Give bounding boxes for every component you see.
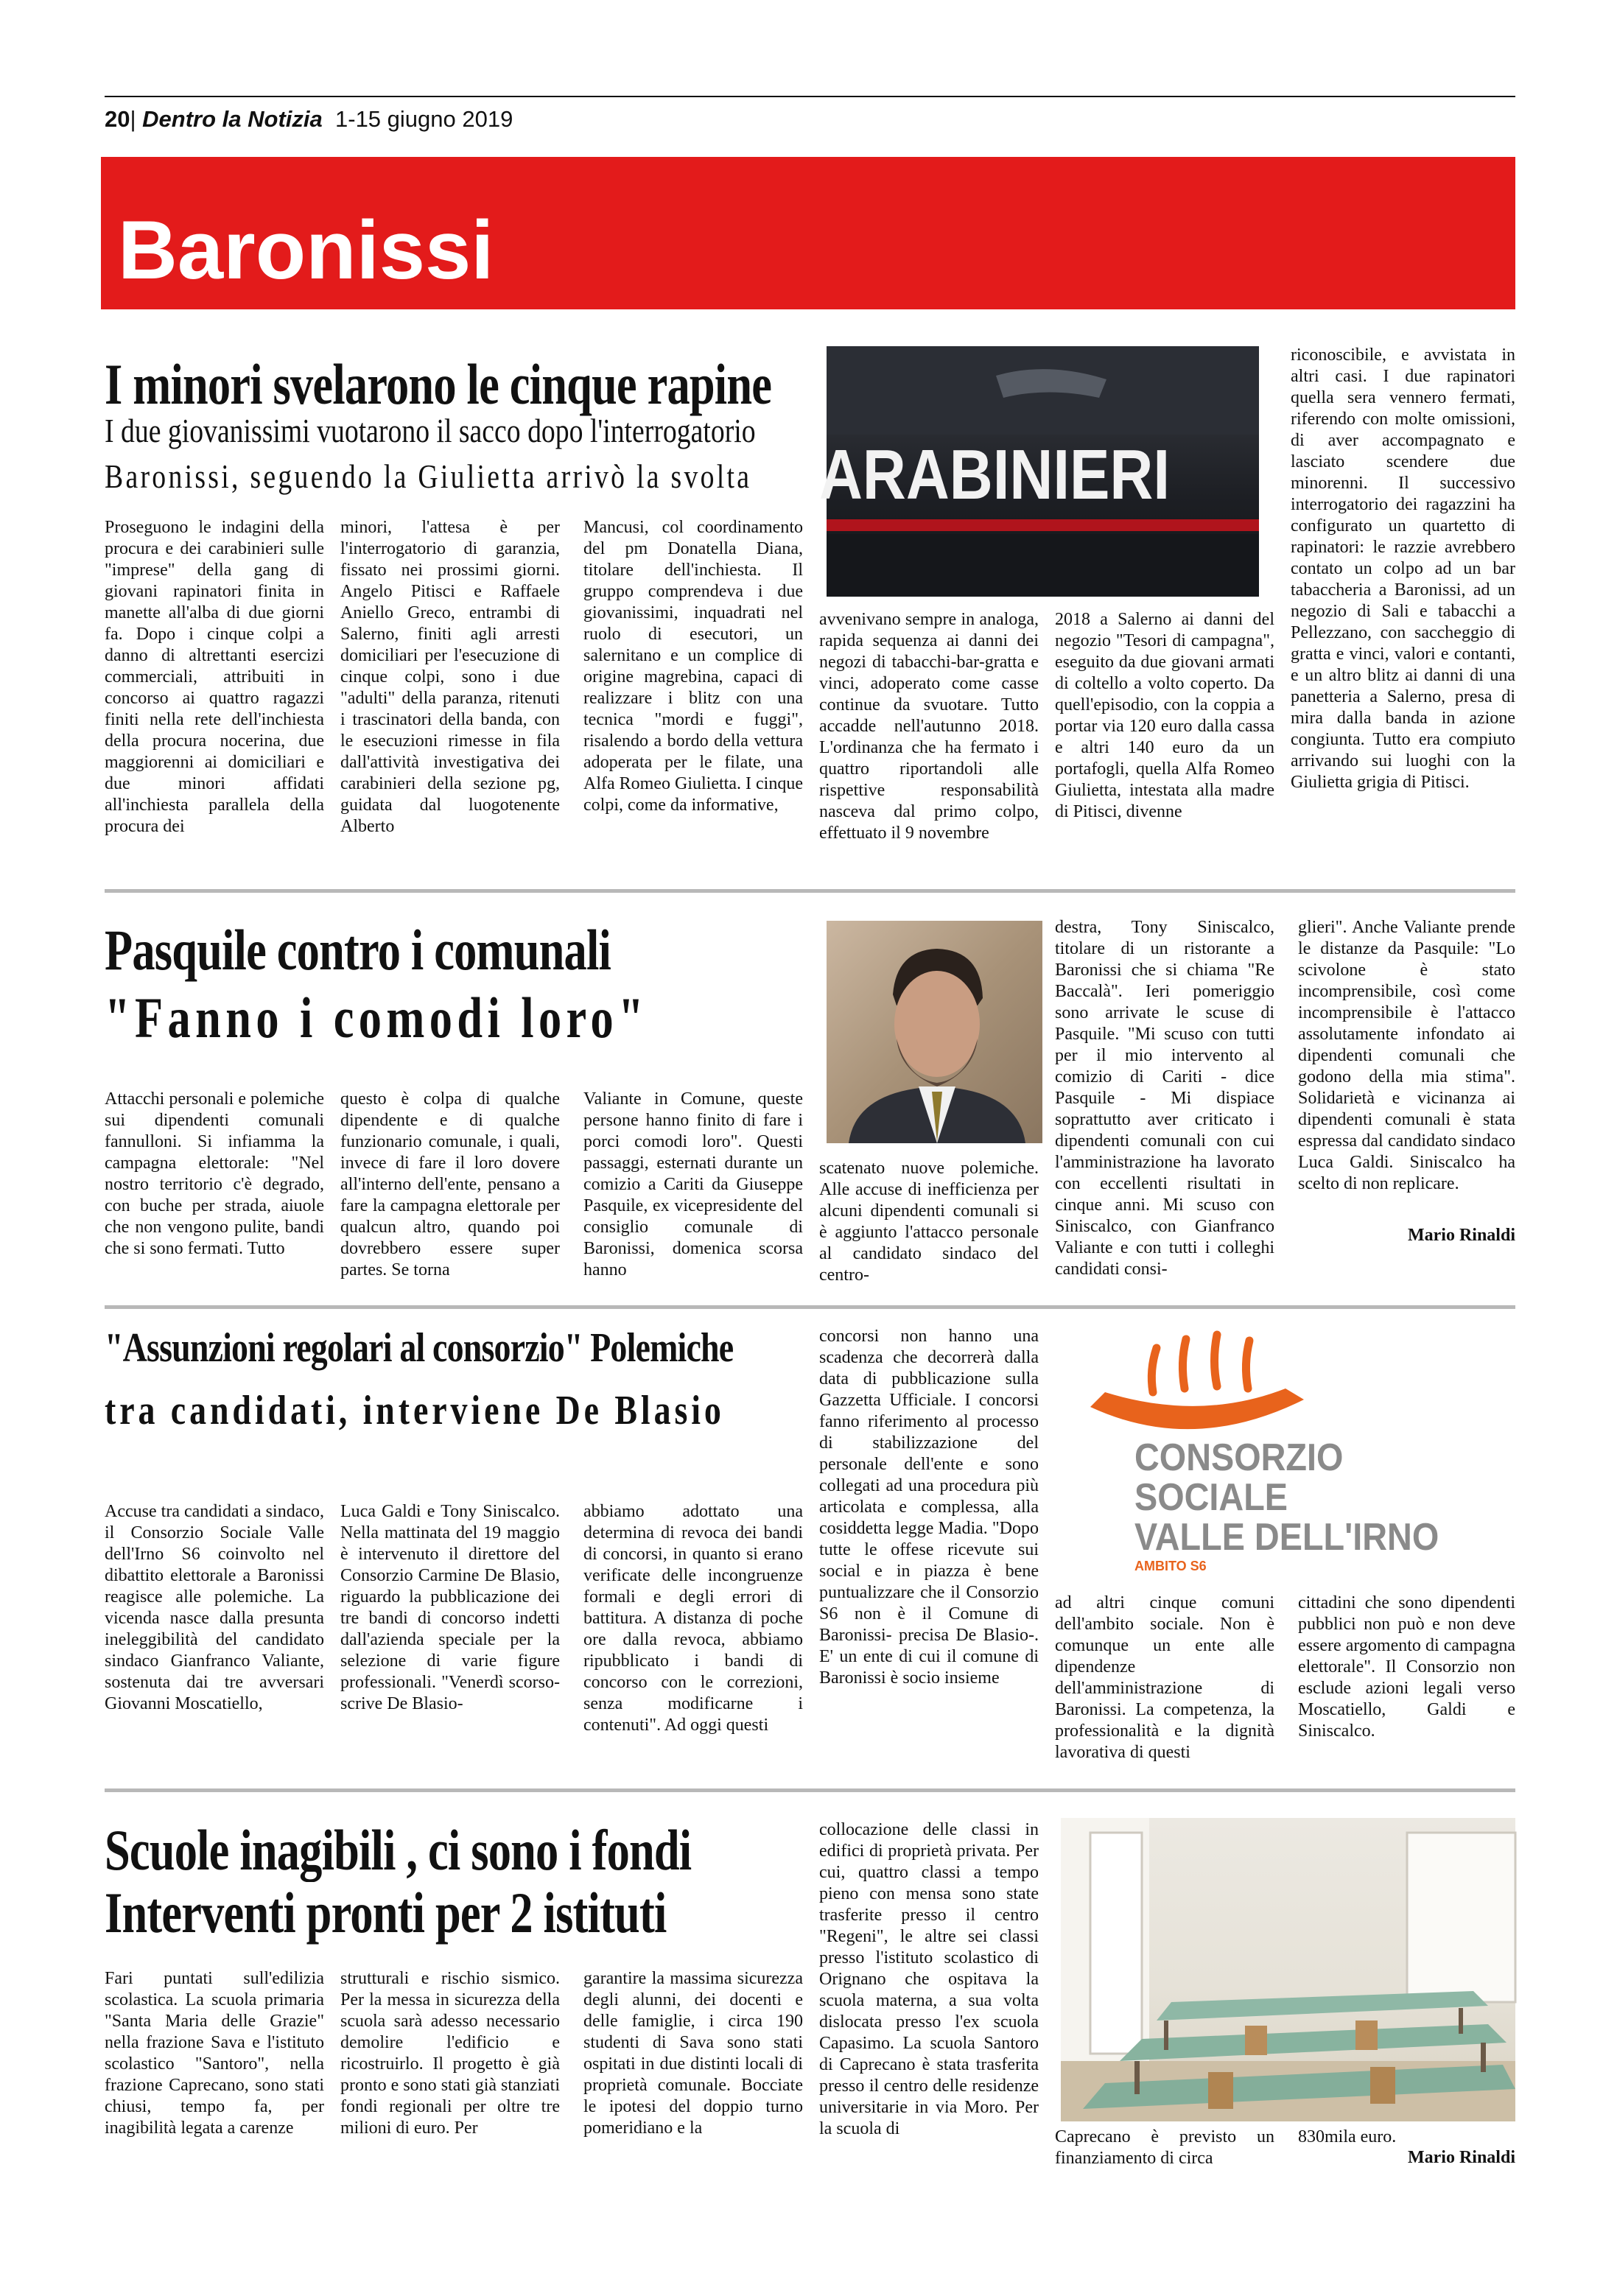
carabinieri-car-photo (819, 346, 1259, 597)
article3-column-3: abbiamo adottato una determina di revoca dei bandi di concorsi, in quanto si erano verificate delle incongruenze formali e degli errori di battitura. A distanza di poche ore dalla revoca, abbiamo ripubblicato i bandi di concorso con le correzioni, senza modificarne i contenuti". Ad oggi questi (583, 1502, 803, 1735)
page-number: 20 (105, 106, 130, 132)
article4-column-2: strutturali e rischio sismico. Per la messa in sicurezza della scuola sarà adesso necessario demolire l'edificio e ricostruirlo. Il progetto è già pronto e sono stati già stanziati fondi regionali per oltre tre milioni di euro. Per (340, 1969, 560, 2138)
article1-column-6: riconoscibile, e avvistata in altri casi. I due rapinatori quella sera vennero fermati, riferendo con molte omissioni, di aver accompagnato e lasciato scendere due minorenni. Il successivo interrogatorio dei ragazzini ha configurato un quartetto di rapinatori: le razzie avrebbero contato un colpo ad un bar tabaccheria a Baronissi, ad un negozio di Sali e tabacchi a Pellezzano, con saccheggio di gratta e vinci, valori e contanti, e un altro blitz ai danni di una panetteria a Salerno, presa di mira dalla banda in azione congiunta. Tutto era compiuto arrivando sui luoghi con la Giulietta grigia di Pitisci. (1291, 345, 1515, 792)
article2-column-3: Valiante in Comune, queste persone hanno finito di fare i porci comodi loro". Questi passaggi, esternati durante un comizio a Cariti da Giuseppe Pasquile, ex vicepresidente del consiglio comunale di Baronissi, domenica scorsa hanno (583, 1089, 803, 1279)
article2-signature: Mario Rinaldi (1407, 1226, 1515, 1245)
portrait-shapes (827, 921, 1042, 1143)
header-separator: | (130, 106, 136, 132)
article1-subheadline-1: I due giovanissimi vuotarono il sacco dopo l'interrogatorio (105, 412, 756, 449)
article3-column-2: Luca Galdi e Tony Siniscalco. Nella mattinata del 19 maggio è intervenuto il direttore del Consorzio Carmine De Blasio, riguardo la pubblicazione dei tre bandi di concorso indetti dall'azienda speciale per la selezione di varie figure professionali. "Venerdì scorso- scrive De Blasio- (340, 1502, 560, 1713)
classroom-photo (1061, 1818, 1515, 2121)
article2-column-1: Attacchi personali e polemiche sui dipendenti comunali fannulloni. Si infiamma la campagna elettorale: "Nel nostro territorio c'è degrado, con buche per strada, aiuole che non vengono pulite, bandi che si sono fermati. Tutto (105, 1089, 324, 1258)
consorzio-logo-mark (1061, 1319, 1515, 1436)
pasquile-portrait-photo (827, 921, 1042, 1143)
logo-line-1: CONSORZIO (1134, 1436, 1344, 1479)
article4-headline-2: Interventi pronti per 2 istituti (105, 1881, 667, 1945)
article4-column-6: 830mila euro. (1298, 2127, 1397, 2146)
article4-signature: Mario Rinaldi (1407, 2148, 1515, 2167)
article1-subheadline-2: Baronissi, seguendo la Giulietta arrivò la svolta (105, 457, 752, 495)
article2-column-4: scatenato nuove polemiche. Alle accuse di inefficienza per alcuni dipendenti comunali si è aggiunto l'attacco personale al candidato sindaco del centro- (819, 1159, 1039, 1285)
separator-3 (105, 1788, 1515, 1792)
logo-line-4: AMBITO S6 (1134, 1559, 1207, 1573)
article3-column-4: concorsi non hanno una scadenza che decorrerà dalla data di pubblicazione sulla Gazzetta Ufficiale. I concorsi fanno riferimento al processo di stabilizzazione del personale dell'ente e sono collegati ad una procedura più articolata e complessa, alla cosiddetta legge Madia. "Dopo tutte le offese ricevute sui social e in piazza è bene puntualizzare che il Consorzio S6 non è il Comune di Baronissi- precisa De Blasio-. E' un ente di cui il comune di Baronissi è socio insieme (819, 1327, 1039, 1688)
article1-headline: I minori svelarono le cinque rapine (105, 352, 772, 416)
article4-column-3: garantire la massima sicurezza degli alunni, dei docenti e delle famiglie, i circa 190 studenti di Sava sono stati ospitati in due distinti locali di proprietà comunale. Bocciate le ipotesi del doppio turno pomeridiano e la (583, 1969, 803, 2138)
article2-column-6: glieri". Anche Valiante prende le distanze da Pasquile: "Lo scivolone è stato incomprensibile, così come incomprensibile è l'attacco assolutamente infondato ai dipendenti comunali che godono della mia stima". Solidarietà e vicinanza ai dipendenti comunali è stata espressa dal candidato sindaco Luca Galdi. Siniscalco ha scelto di non replicare. (1298, 918, 1515, 1193)
classroom-shapes (1061, 1818, 1515, 2121)
article3-headline-2: tra candidati, interviene De Blasio (105, 1388, 725, 1433)
logo-line-3: VALLE DELL'IRNO (1134, 1516, 1439, 1559)
consorzio-logo (1061, 1319, 1515, 1573)
article3-column-5: ad altri cinque comuni dell'ambito sociale. Non è comunque un ente alle dipendenze dell'amministrazione di Baronissi. La competenza, la professionalità e la dignità lavorativa di questi (1055, 1593, 1274, 1762)
article1-column-3: Mancusi, col coordinamento del pm Donatella Diana, titolare dell'inchiesta. Il gruppo comprendeva i due giovanissimi, inquadrati nel ruolo di esecutori, un salernitano e un complice di origine magrebina, capaci di realizzare i blitz con una tecnica "mordi e fuggi", risalendo a bordo della vettura adoperata per le filate, una Alfa Romeo Giulietta. I cinque colpi, come da informative, (583, 518, 803, 815)
article4-headline-1: Scuole inagibili , ci sono i fondi (105, 1818, 692, 1882)
article2-headline-1: Pasquile contro i comunali (105, 918, 611, 982)
article4-column-5: Caprecano è previsto un finanziamento di circa (1055, 2127, 1274, 2168)
article1-column-4: avvenivano sempre in analoga, rapida sequenza ai danni dei negozi di tabacchi-bar-gratta e vinci, adoperato come casse continue da svuotare. Tutto accadde nell'autunno 2018. L'ordinanza che ha fermato i quattro riportandoli alle rispettive responsabilità nasceva dal primo colpo, effettuato il 9 novembre (819, 610, 1039, 843)
section-title: Baronissi (118, 204, 494, 296)
carabinieri-lettering: ARABINIERI (819, 435, 1171, 514)
article2-headline-2: "Fanno i comodi loro" (105, 986, 649, 1050)
article4-column-4: collocazione delle classi in edifici di proprietà privata. Per cui, quattro classi a tempo pieno con mensa sono state trasferite presso il centro "Regeni", le altre sei classi presso l'istituto scolastico di Orignano che ospitava la scuola materna, a sua volta dislocata presso l'ex scuola Capasimo. La scuola Santoro di Caprecano è stata trasferita presso il centro delle residenze universitarie in via Moro. Per la scuola di (819, 1820, 1039, 2138)
article3-headline-1: "Assunzioni regolari al consorzio" Polemiche (105, 1325, 734, 1371)
publication-name: Dentro la Notizia (142, 106, 323, 132)
article1-column-5: 2018 a Salerno ai danni del negozio "Tesori di campagna", eseguito da due giovani armati di coltello a volto coperto. Da quell'episodio, con la coppia a portar via 120 euro dalla cassa e altri 140 euro da un portafogli, quella Alfa Romeo Giulietta, intestata alla madre di Pitisci, divenne (1055, 610, 1274, 821)
separator-1 (105, 889, 1515, 893)
article2-column-5: destra, Tony Siniscalco, titolare di un ristorante a Baronissi che si chiama "Re Baccalà". Ieri pomeriggio sono arrivate le scuse di Pasquile. "Mi scuso con tutti per il mio intervento al comizio di Cariti - dice Pasquile - Mi dispiace soprattutto aver criticato i dipendenti comunali con cui l'amministrazione ha lavorato con eccellenti risultati in cinque anni. Mi scuso con Siniscalco, con Gianfranco Valiante e con tutti i colleghi candidati consi- (1055, 918, 1274, 1279)
article3-column-1: Accuse tra candidati a sindaco, il Consorzio Sociale Valle dell'Irno S6 coinvolto nel dibattito elettorale a Baronissi reagisce alle polemiche. La vicenda nasce dalla presunta ineleggibilità del candidato sindaco Gianfranco Valiante, sostenuta dai tre avversari Giovanni Moscatiello, (105, 1502, 324, 1713)
article4-column-1: Fari puntati sull'edilizia scolastica. La scuola primaria "Santa Maria delle Grazie" nella frazione Sava e l'istituto scolastico "Santoro", nella frazione Caprecano, sono stati chiusi, tempo fa, per inagibilità legata a carenze (105, 1969, 324, 2138)
header-rule (105, 96, 1515, 97)
separator-2 (105, 1305, 1515, 1309)
article1-column-2: minori, l'attesa è per l'interrogatorio di garanzia, fissato nei prossimi giorni. Angelo Pitisci e Raffaele Aniello Greco, entrambi di Salerno, finiti agli arresti domiciliari per l'esecuzione di cinque colpi, sono i due "adulti" della paranza, ritenuti i trascinatori della banda, con le esecuzioni rimesse in fila dall'attività investigativa dei carabinieri della sezione pg, guidata dal luogotenente Alberto (340, 518, 560, 836)
article1-column-1: Proseguono le indagini della procura e dei carabinieri sulle "imprese" della gang di giovani rapinatori finita in manette all'alba di due giorni fa. Dopo i cinque colpi a danno di altrettanti esercizi commerciali, attribuiti in concorso ai quattro ragazzi finiti nella rete dell'inchiesta della procura nocerina, due maggiorenni ai domiciliari e due minori affidati all'inchiesta parallela della procura dei (105, 518, 324, 836)
article2-column-2: questo è colpa di qualche dipendente e di qualche funzionario comunale, i quali, invece di fare il loro dovere all'interno dell'ente, pensano a fare la campagna elettorale per qualcun altro, quando poi dovrebbero essere super partes. Se torna (340, 1089, 560, 1279)
logo-line-2: SOCIALE (1134, 1476, 1288, 1519)
article3-column-6: cittadini che sono dipendenti pubblici non può e non deve essere argomento di campagna elettorale". Il Consorzio non esclude azioni legali verso Moscatiello, Galdi e Siniscalco. (1298, 1593, 1515, 1741)
issue-date: 1-15 giugno 2019 (335, 106, 513, 132)
page-header (105, 103, 513, 136)
